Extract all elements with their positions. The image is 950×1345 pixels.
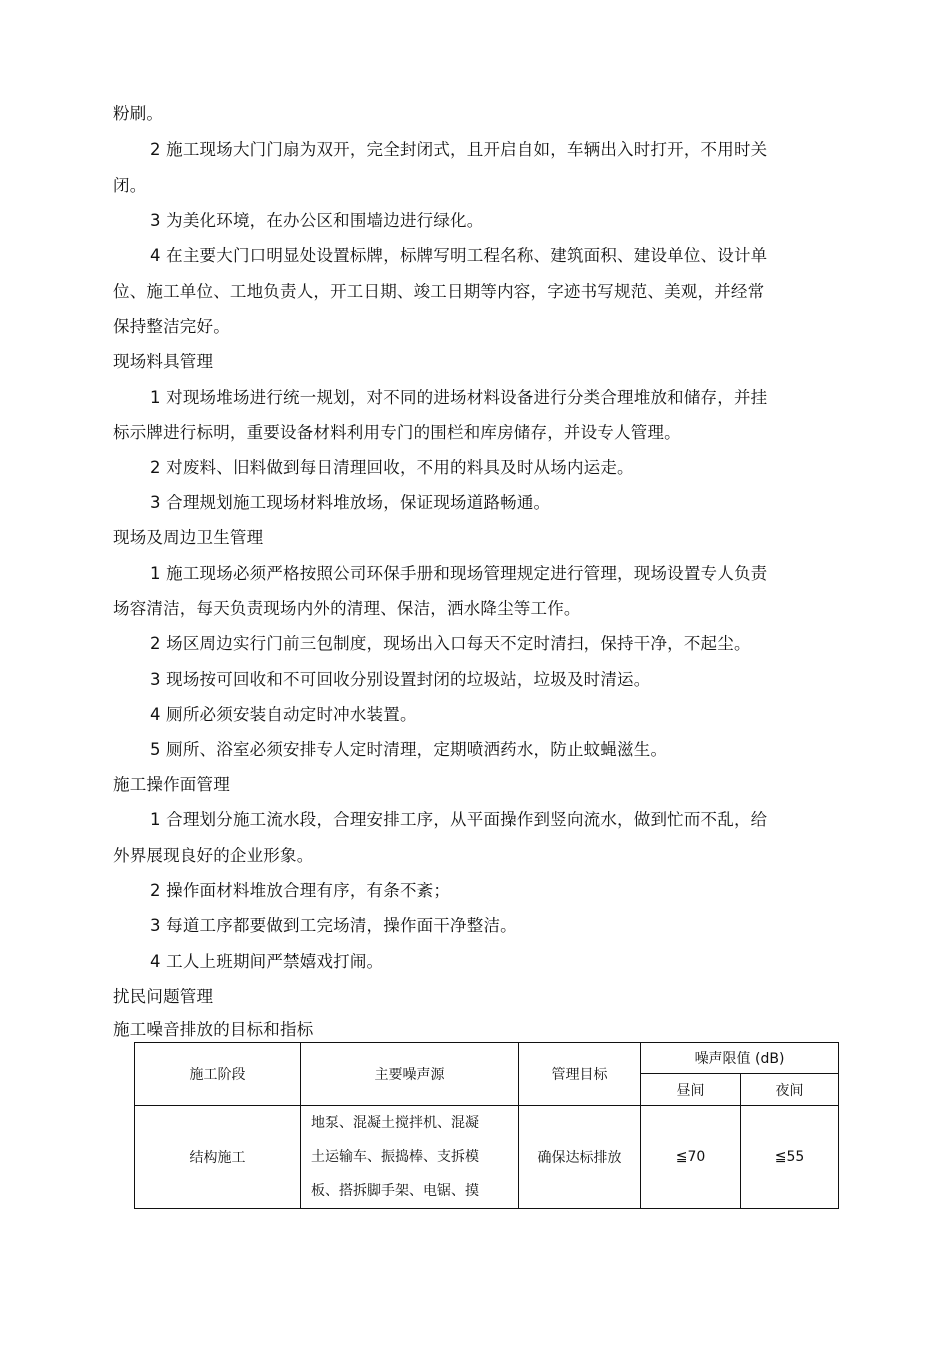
text-line: 4 在主要大门口明显处设置标牌，标牌写明工程名称、建筑面积、建设单位、设计单 [150, 246, 768, 265]
noise-source-line: 土运输车、振捣棒、支拆模 [311, 1149, 479, 1165]
text-line: 位、施工单位、工地负责人，开工日期、竣工日期等内容，字迹书写规范、美观，并经常 [113, 282, 765, 301]
text-line: 3 现场按可回收和不可回收分别设置封闭的垃圾站，垃圾及时清运。 [150, 670, 651, 689]
cell-daytime-limit: ≦70 [641, 1106, 741, 1209]
section-heading: 扰民问题管理 [113, 987, 214, 1006]
text-line: 1 施工现场必须严格按照公司环保手册和现场管理规定进行管理，现场设置专人负责 [150, 564, 768, 583]
noise-source-line: 地泵、混凝土搅拌机、混凝 [311, 1115, 479, 1131]
text-line: 标示牌进行标明，重要设备材料利用专门的围栏和库房储存，并设专人管理。 [113, 423, 681, 442]
table-header-row [135, 1043, 839, 1074]
header-daytime: 昼间 [641, 1074, 741, 1106]
text-line: 外界展现良好的企业形象。 [113, 846, 314, 865]
header-stage: 施工阶段 [135, 1043, 301, 1106]
section-heading: 施工操作面管理 [113, 775, 230, 794]
cell-nighttime-limit: ≦55 [741, 1106, 839, 1209]
text-line: 4 厕所必须安装自动定时冲水装置。 [150, 705, 417, 724]
text-line: 3 每道工序都要做到工完场清，操作面干净整洁。 [150, 916, 517, 935]
header-noise-source: 主要噪声源 [301, 1043, 519, 1106]
text-line: 2 场区周边实行门前三包制度，现场出入口每天不定时清扫，保持干净，不起尘。 [150, 634, 751, 653]
table-row [135, 1106, 839, 1209]
section-heading: 现场及周边卫生管理 [113, 528, 264, 547]
cell-management-target: 确保达标排放 [519, 1106, 641, 1209]
text-line: 2 施工现场大门门扇为双开，完全封闭式，且开启自如，车辆出入时打开，不用时关 [150, 140, 768, 159]
noise-source-line: 板、搭拆脚手架、电锯、摸 [311, 1183, 479, 1199]
header-nighttime: 夜间 [741, 1074, 839, 1106]
text-line: 闭。 [113, 176, 147, 195]
text-line: 4 工人上班期间严禁嬉戏打闹。 [150, 952, 384, 971]
text-line: 粉刷。 [113, 104, 164, 123]
text-line: 3 为美化环境，在办公区和围墙边进行绿化。 [150, 211, 484, 230]
text-line: 1 合理划分施工流水段，合理安排工序，从平面操作到竖向流水，做到忙而不乱，给 [150, 810, 768, 829]
text-line: 5 厕所、浴室必须安排专人定时清理，定期喷洒药水，防止蚊蝇滋生。 [150, 740, 668, 759]
header-management-target: 管理目标 [519, 1043, 641, 1106]
header-noise-limit: 噪声限值 (dB) [641, 1043, 839, 1074]
text-line: 场容清洁，每天负责现场内外的清理、保洁，洒水降尘等工作。 [113, 599, 581, 618]
table-caption: 施工噪音排放的目标和指标 [113, 1020, 314, 1039]
cell-noise-source [301, 1106, 519, 1209]
text-line: 1 对现场堆场进行统一规划，对不同的进场材料设备进行分类合理堆放和储存，并挂 [150, 388, 768, 407]
cell-stage: 结构施工 [135, 1106, 301, 1209]
text-line: 2 对废料、旧料做到每日清理回收，不用的料具及时从场内运走。 [150, 458, 634, 477]
text-line: 保持整洁完好。 [113, 317, 230, 336]
section-heading: 现场料具管理 [113, 352, 214, 371]
text-line: 3 合理规划施工现场材料堆放场，保证现场道路畅通。 [150, 493, 551, 512]
text-line: 2 操作面材料堆放合理有序，有条不紊； [150, 881, 451, 900]
noise-limit-table [134, 1042, 839, 1209]
